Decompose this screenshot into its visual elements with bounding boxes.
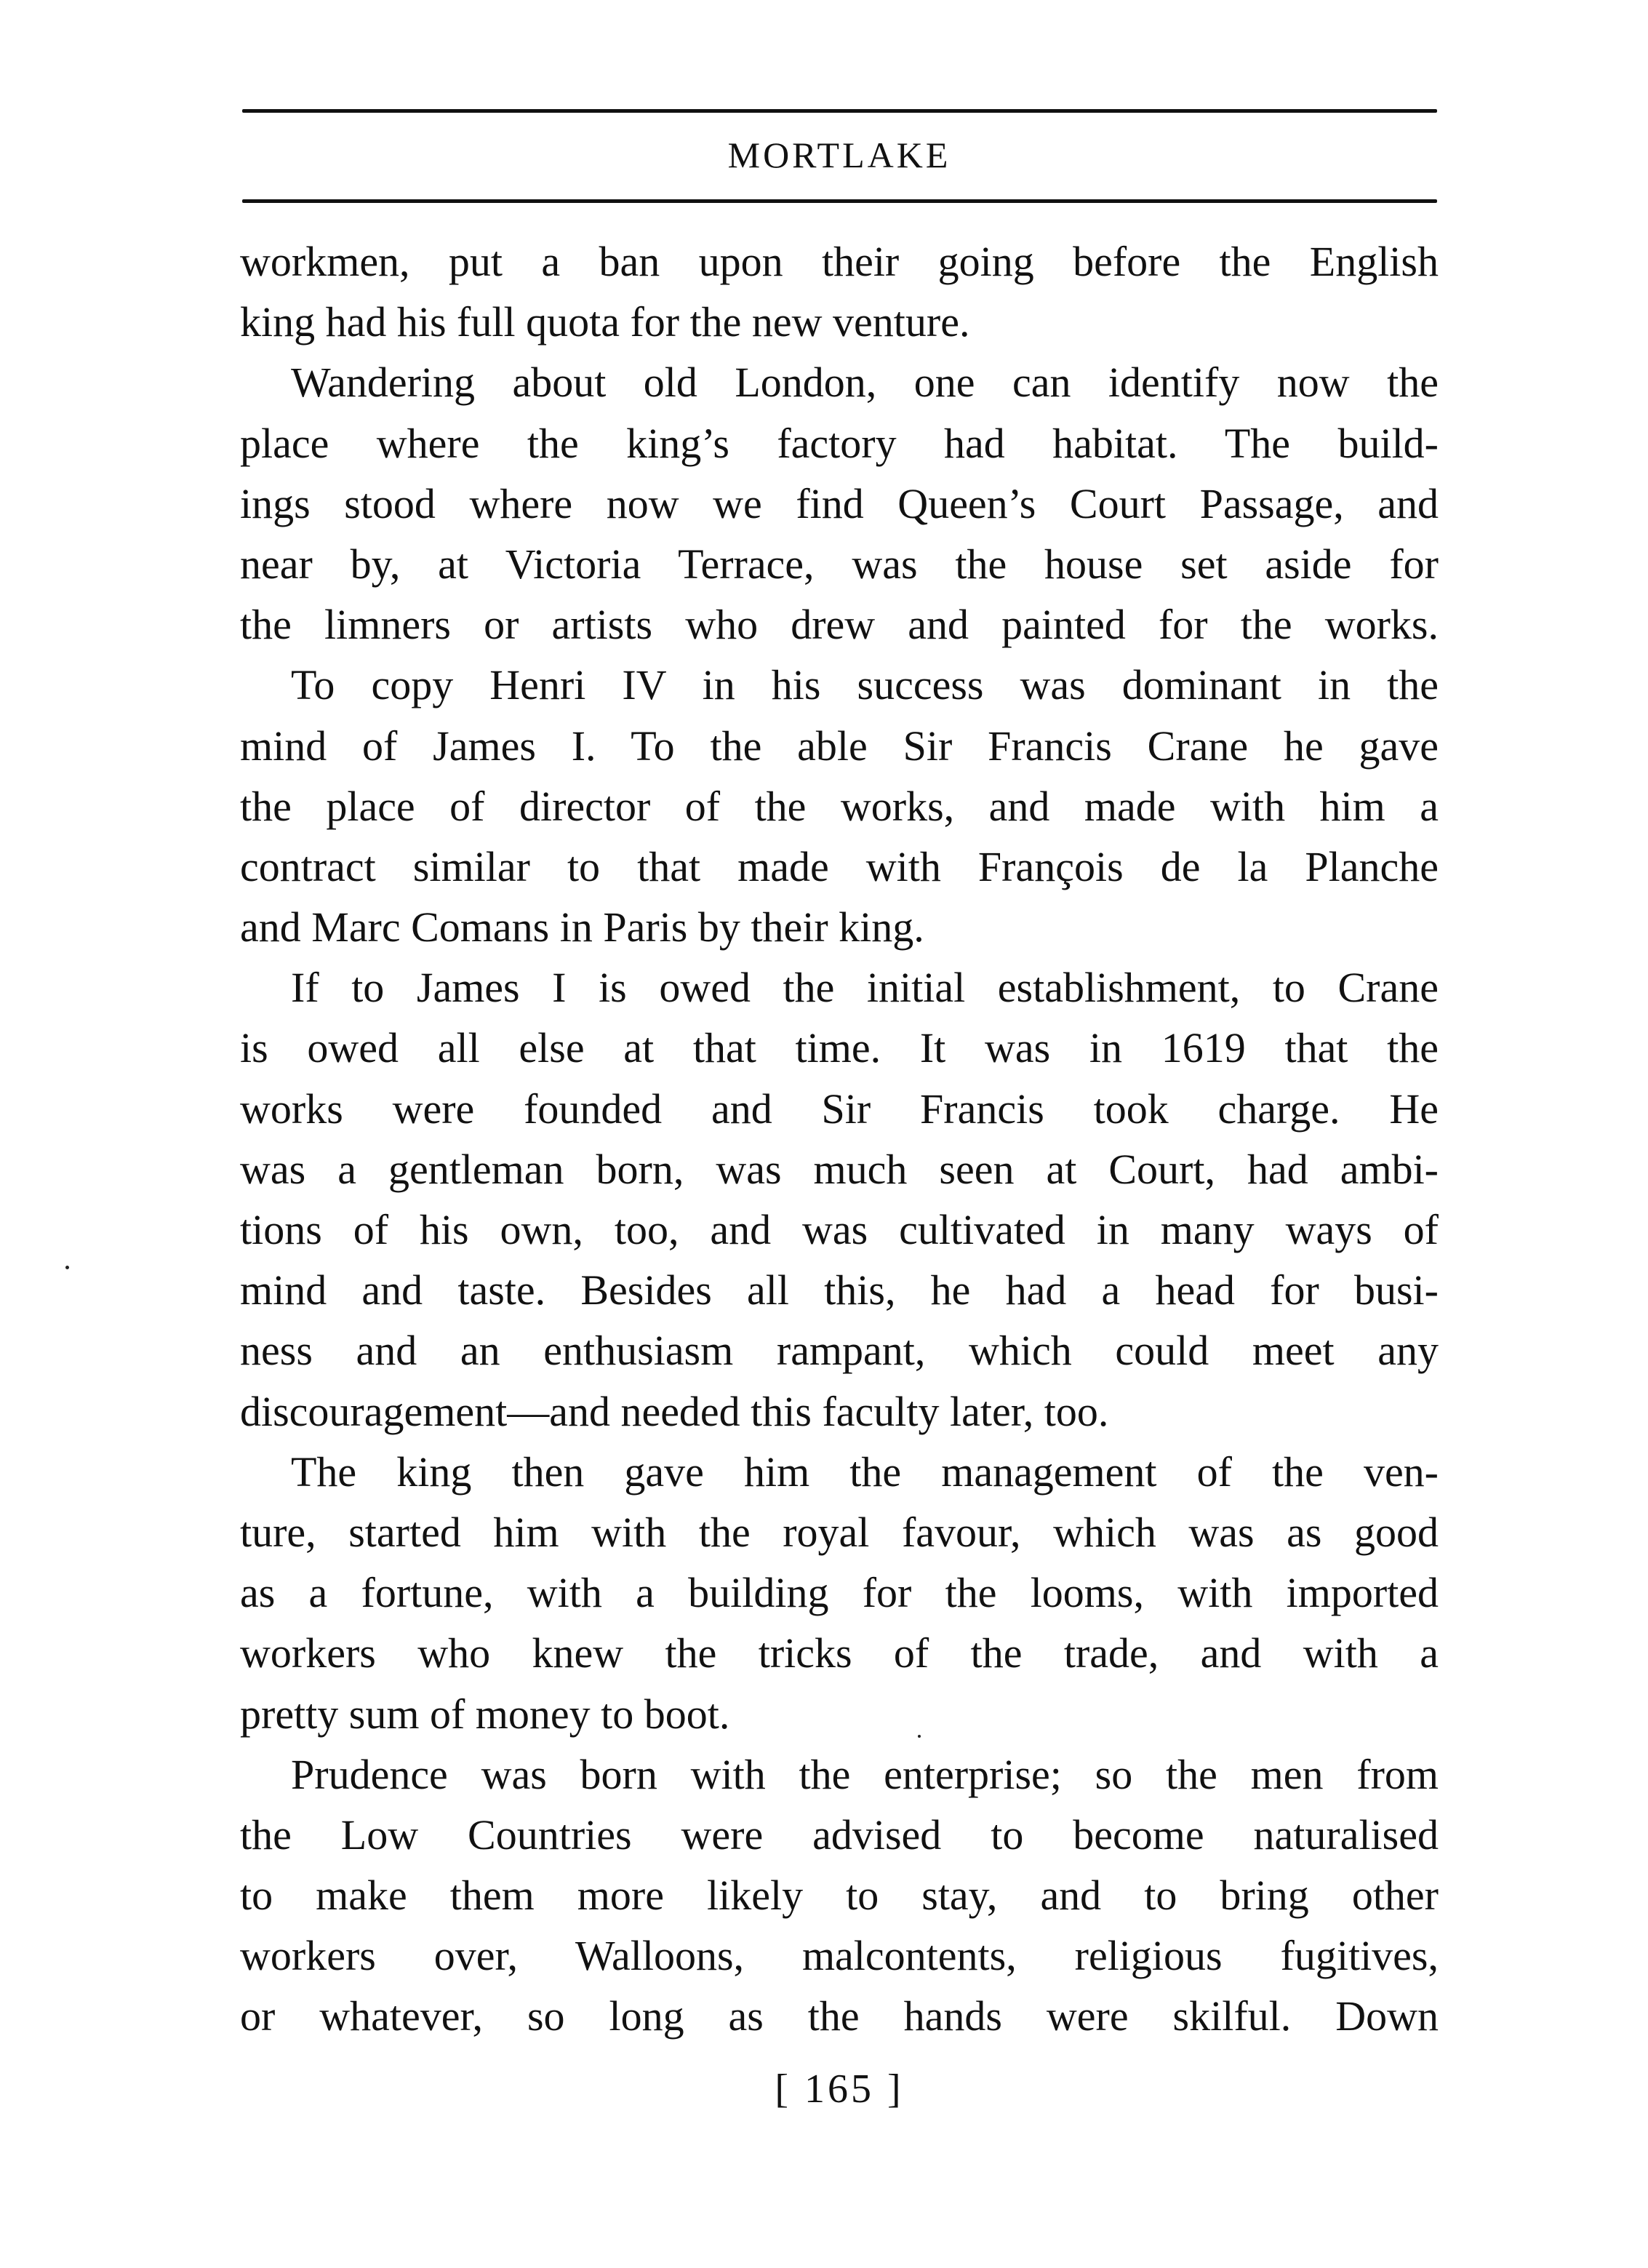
text-line: contract similar to that made with François de la Planche — [240, 842, 1439, 890]
book-page — [240, 0, 1439, 2268]
text-line: near by, at Victoria Terrace, was the house set aside for — [240, 540, 1439, 588]
text-line: and Marc Comans in Paris by their king. — [240, 903, 924, 951]
header-rule-top — [242, 109, 1437, 113]
text-line: If to James I is owed the initial establishment, to Crane — [291, 964, 1439, 1012]
text-line: mind of James I. To the able Sir Francis Crane he gave — [240, 722, 1439, 770]
text-line: was a gentleman born, was much seen at Court, had ambi- — [240, 1145, 1439, 1193]
text-line: as a fortune, with a building for the looms, with imported — [240, 1569, 1439, 1617]
text-line: mind and taste. Besides all this, he had a head for busi- — [240, 1266, 1439, 1314]
text-line: place where the king’s factory had habitat. The build- — [240, 419, 1439, 467]
text-line: The king then gave him the management of the ven- — [291, 1448, 1439, 1496]
text-line: discouragement—and needed this faculty later, too. — [240, 1387, 1109, 1435]
text-line: the Low Countries were advised to become naturalised — [240, 1810, 1439, 1858]
text-line: pretty sum of money to boot. — [240, 1690, 730, 1738]
text-line: the place of director of the works, and made with him a — [240, 782, 1439, 830]
text-line: tions of his own, too, and was cultivated in many ways of — [240, 1206, 1439, 1253]
body-text — [240, 231, 1439, 2047]
scan-speck — [918, 1735, 921, 1738]
text-line: Wandering about old London, one can identify now the — [291, 359, 1439, 407]
header-rule-bottom — [242, 199, 1437, 203]
text-line: workers over, Walloons, malcontents, religious fugitives, — [240, 1932, 1439, 1980]
text-line: Prudence was born with the enterprise; so the men from — [291, 1750, 1439, 1798]
page-number: [ 165 ] — [775, 2067, 904, 2112]
text-line: or whatever, so long as the hands were skilful. Down — [240, 1992, 1439, 2040]
text-line: king had his full quota for the new venture. — [240, 298, 970, 346]
text-line: ings stood where now we find Queen’s Court Passage, and — [240, 479, 1439, 527]
text-line: ture, started him with the royal favour, which was as good — [240, 1508, 1439, 1556]
text-line: To copy Henri IV in his success was dominant in the — [291, 661, 1439, 709]
text-line: workers who knew the tricks of the trade, and with a — [240, 1629, 1439, 1677]
text-line: workmen, put a ban upon their going before the English — [240, 238, 1439, 285]
scan-speck — [65, 1266, 69, 1269]
text-line: the limners or artists who drew and painted for the works. — [240, 601, 1439, 649]
text-line: ness and an enthusiasm rampant, which could meet any — [240, 1327, 1439, 1375]
running-head-title: MORTLAKE — [727, 135, 951, 175]
text-line: works were founded and Sir Francis took charge. He — [240, 1085, 1439, 1133]
text-line: is owed all else at that time. It was in 1619 that the — [240, 1024, 1439, 1072]
text-line: to make them more likely to stay, and to bring other — [240, 1872, 1439, 1920]
